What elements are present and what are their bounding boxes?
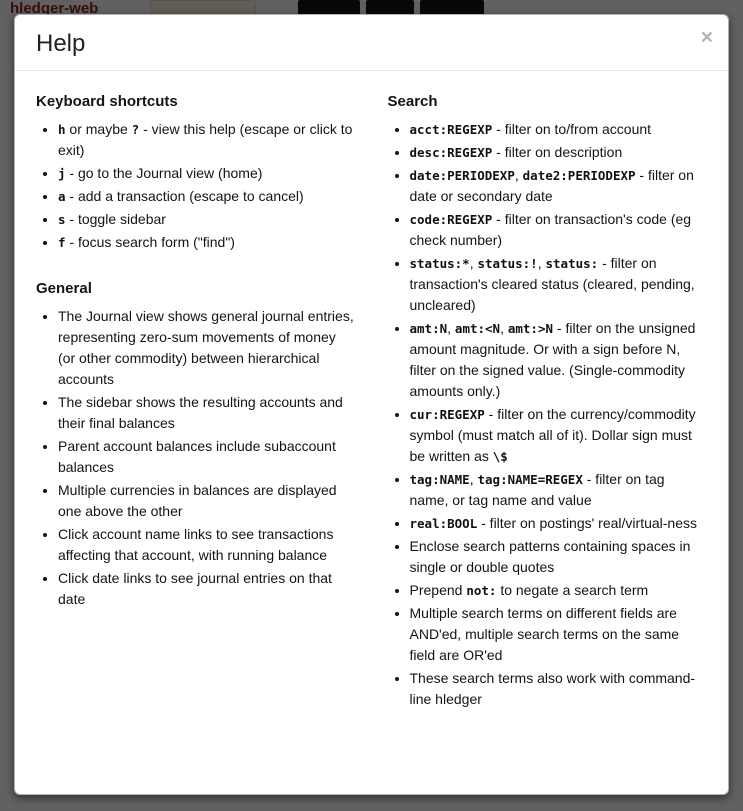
list-item: • f - focus search form ("find"): [58, 232, 356, 253]
help-columns: [36, 83, 707, 720]
list-item: • acct:REGEXP - filter on to/from account: [410, 119, 708, 140]
code-token: \$: [492, 449, 508, 465]
list-item: • Parent account balances include subaccount balances: [58, 436, 356, 478]
code-token: f: [58, 235, 66, 251]
section-heading: Search: [387, 93, 438, 111]
code-token: acct:REGEXP: [409, 122, 493, 138]
code-token: amt:N: [409, 321, 448, 337]
list-item: • real:BOOL - filter on postings' real/virtual-ness: [410, 513, 708, 534]
code-token: date2:PERIODEXP: [522, 168, 636, 184]
code-token: real:BOOL: [409, 516, 478, 532]
list-item: • Multiple search terms on different fields are AND'ed, multiple search terms on the same field are OR'ed: [410, 603, 708, 666]
code-token: ?: [131, 122, 140, 138]
list-item: • code:REGEXP - filter on transaction's code (eg check number): [410, 209, 708, 251]
code-token: tag:NAME=REGEX: [477, 472, 583, 488]
list-item: • Enclose search patterns containing spaces in single or double quotes: [410, 536, 708, 578]
list-item: • h or maybe ? - view this help (escape or click to exit): [58, 119, 356, 161]
list-item: • desc:REGEXP - filter on description: [410, 142, 708, 163]
help-modal: [14, 14, 729, 795]
close-button[interactable]: [701, 27, 713, 48]
modal-title: Help: [36, 30, 86, 57]
code-token: cur:REGEXP: [409, 407, 485, 423]
code-token: code:REGEXP: [409, 212, 493, 228]
code-token: tag:NAME: [409, 472, 470, 488]
code-token: s: [58, 212, 66, 228]
list-item: • Click account name links to see transactions affecting that account, with running balance: [58, 524, 356, 566]
list-item: • These search terms also work with command-line hledger: [410, 668, 708, 710]
help-list: [388, 119, 708, 710]
list-item: • status:*, status:!, status: - filter on transaction's cleared status (cleared, pending, uncleared): [410, 253, 708, 316]
section-heading: Keyboard shortcuts: [36, 93, 178, 111]
list-item: • Multiple currencies in balances are displayed one above the other: [58, 480, 356, 522]
help-column-left: [36, 83, 356, 720]
list-item: • Click date links to see journal entries on that date: [58, 568, 356, 610]
code-token: j: [58, 166, 66, 182]
code-token: amt:<N: [454, 321, 501, 337]
list-item: • The Journal view shows general journal entries, representing zero-sum movements of money (or other commodity) between hierarchical accounts: [58, 306, 356, 390]
list-item: • s - toggle sidebar: [58, 209, 356, 230]
help-column-right: [388, 83, 708, 720]
help-list: [36, 119, 356, 253]
list-item: • date:PERIODEXP, date2:PERIODEXP - filter on date or secondary date: [410, 165, 708, 207]
section-heading: General: [36, 280, 92, 298]
list-item: • amt:N, amt:<N, amt:>N - filter on the unsigned amount magnitude. Or with a sign before N, filter on the signed value. (Single-commodity amounts only.): [410, 318, 708, 402]
code-token: status:!: [477, 256, 538, 272]
code-token: not:: [466, 583, 497, 599]
help-list: [36, 306, 356, 610]
list-item: • j - go to the Journal view (home): [58, 163, 356, 184]
code-token: h: [58, 122, 66, 138]
list-item: • Prepend not: to negate a search term: [410, 580, 708, 601]
modal-header: [15, 15, 728, 71]
list-item: • a - add a transaction (escape to cancel): [58, 186, 356, 207]
list-item: • cur:REGEXP - filter on the currency/commodity symbol (must match all of it). Dollar sign must be written as \$: [410, 404, 708, 467]
list-item: • tag:NAME, tag:NAME=REGEX - filter on tag name, or tag name and value: [410, 469, 708, 511]
code-token: status:: [545, 256, 599, 272]
list-item: • The sidebar shows the resulting accounts and their final balances: [58, 392, 356, 434]
code-token: status:*: [409, 256, 470, 272]
modal-body: [15, 71, 728, 794]
code-token: date:PERIODEXP: [409, 168, 515, 184]
code-token: a: [58, 189, 66, 205]
code-token: desc:REGEXP: [409, 145, 493, 161]
code-token: amt:>N: [507, 321, 554, 337]
close-icon: ×: [700, 26, 713, 49]
